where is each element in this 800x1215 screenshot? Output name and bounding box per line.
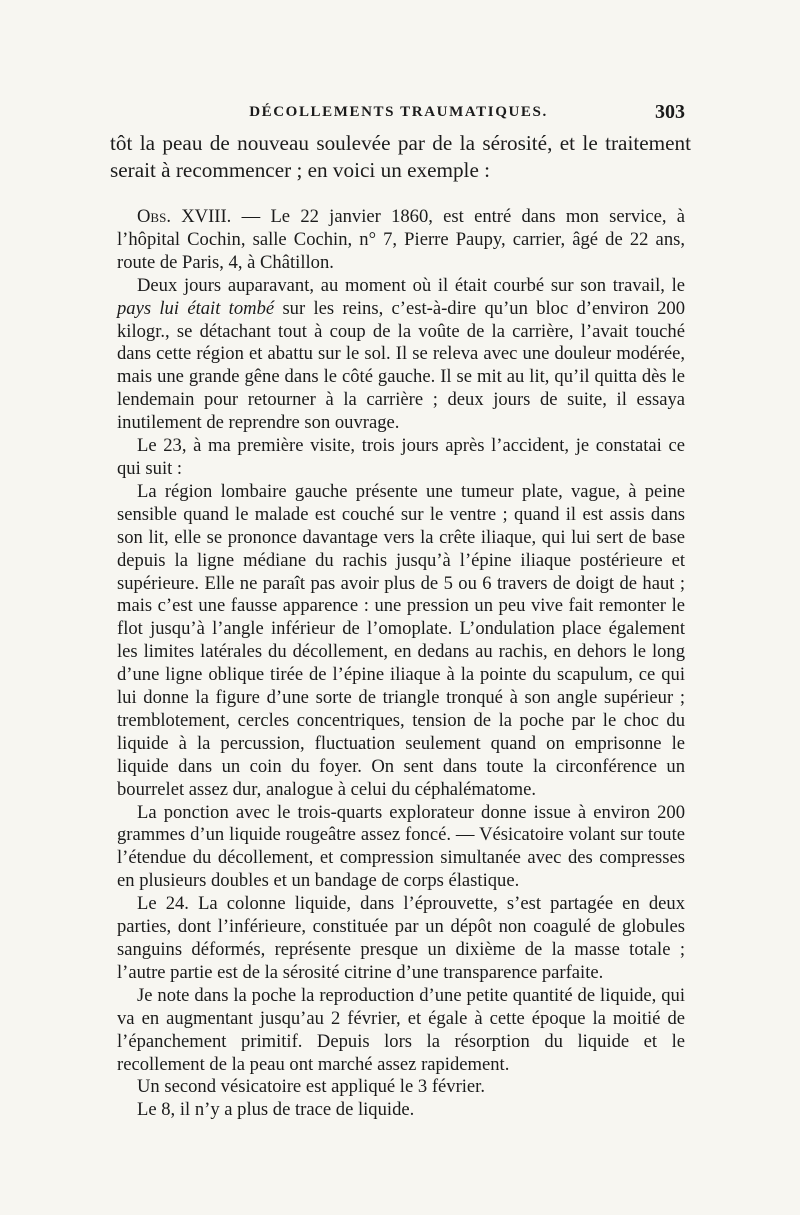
observation-label: Obs. XVIII. <box>137 206 232 227</box>
body-paragraph: Le 23, à ma première visite, trois jours après l’accident, je constatai ce qui suit : <box>117 435 685 479</box>
body-paragraph: La ponction avec le trois-quarts explorateur donne issue à environ 200 grammes d’un liquide rougeâtre assez foncé. — Vésicatoire volant sur toute l’étendue du décollement, et compression simultanée avec des compresses en plusieurs doubles et un bandage de corps élastique. <box>117 801 685 892</box>
observation-block <box>117 206 685 1122</box>
accident-text-start: Deux jours auparavant, au moment où il était courbé sur son travail, le <box>137 274 685 296</box>
body-paragraph: La région lombaire gauche présente une tumeur plate, vague, à peine sensible quand le malade est couché sur le ventre ; quand il est assis dans son lit, elle se prononce davantage vers la crête iliaque, qui lui sert de base depuis la ligne médiane du rachis jusqu’à l’épine iliaque postérieure et supérieure. Elle ne paraît pas avoir plus de 5 ou 6 travers de doigt de haut ; mais c’est une fausse apparence : une pression un peu vive fait remonter le flot jusqu’à l’angle inférieur de l’omoplate. L’ondulation place également les limites latérales du décollement, en dedans au rachis, en dehors le long d’une ligne oblique tirée de l’épine iliaque à la pointe du scapulum, ce qui lui donne la figure d’une sorte de triangle tronqué à son angle supérieur ; tremblotement, cercles concentriques, tension de la poche par le choc du liquide à la percussion, fluctuation seulement quand on emprisonne le liquide dans un coin du foyer. On sent dans toute la circonférence un bourrelet assez dur, analogue à celui du céphalématome. <box>117 480 685 800</box>
observation-intro-text: — Le 22 janvier 1860, est entré dans mon service, à l’hôpital Cochin, salle Cochin, n° 7, Pierre Paupy, carrier, âgé de 22 ans, route de Paris, 4, à Châtillon. <box>117 206 685 273</box>
running-head <box>112 101 685 127</box>
accident-italic-phrase: pays lui était tombé <box>117 297 275 319</box>
body-paragraph: Le 24. La colonne liquide, dans l’éprouvette, s’est partagée en deux parties, dont l’inférieure, constituée par un dépôt non coagulé de globules sanguins déformés, représente presque un dixième de la masse totale ; l’autre partie est de la sérosité citrine d’une transparence parfaite. <box>117 893 685 983</box>
body-paragraph: Un second vésicatoire est appliqué le 3 février. <box>137 1076 485 1098</box>
body-paragraph: Je note dans la poche la reproduction d’une petite quantité de liquide, qui va en augmentant jusqu’au 2 février, et égale à cette époque la moitié de l’épanchement primitif. Depuis lors la résorption du liquide et le recollement de la peau ont marché assez rapidement. <box>117 984 685 1075</box>
intro-paragraph: tôt la peau de nouveau soulevée par de la sérosité, et le traitement serait à recommencer ; en voici un exemple : <box>110 131 691 182</box>
observation-heading-paragraph <box>117 206 685 275</box>
accident-text-end: sur les reins, c’est-à-dire qu’un bloc d’environ 200 kilogr., se détachant tout à coup de la voûte de la carrière, l’avait touché dans cette région et abattu sur le sol. Il se releva avec une douleur modérée, mais une grande gêne dans le côté gauche. Il se mit au lit, qu’il quitta dès le lendemain pour retourner à la carrière ; deux jours de suite, il essaya inutilement de reprendre son ouvrage. <box>117 297 685 434</box>
page-number: 303 <box>655 101 685 123</box>
accident-paragraph <box>117 275 685 435</box>
body-paragraph: Le 8, il n’y a plus de trace de liquide. <box>137 1099 415 1121</box>
running-title: DÉCOLLEMENTS TRAUMATIQUES. <box>249 104 548 120</box>
